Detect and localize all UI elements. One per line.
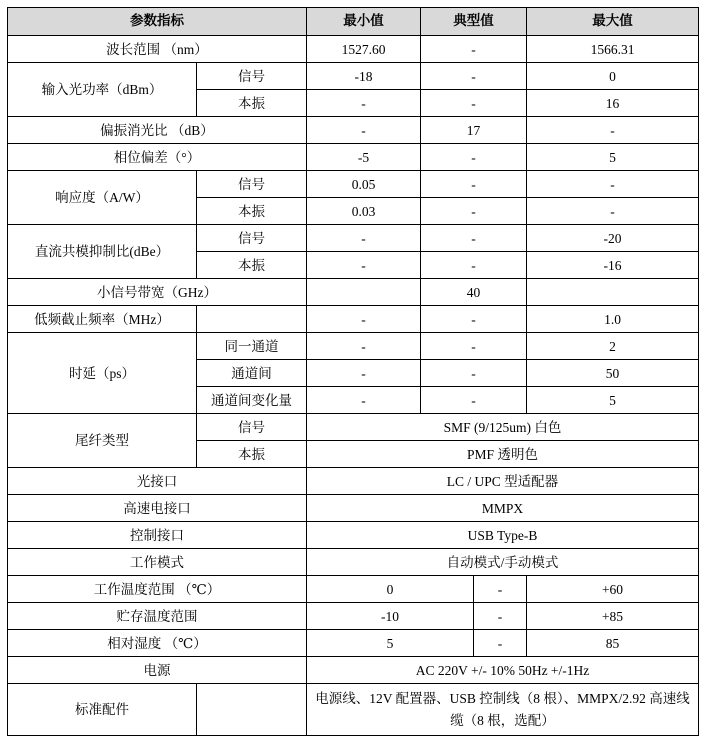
storage-temp-min: -10 [307, 603, 474, 630]
cmrr-lo-typ: - [421, 252, 527, 279]
delay-variation-min: - [307, 387, 421, 414]
delay-same-label: 同一通道 [197, 333, 307, 360]
label-op-temp: 工作温度范围 （℃） [8, 576, 307, 603]
label-phase: 相位偏差（°） [8, 144, 307, 171]
responsivity-lo-typ: - [421, 198, 527, 225]
label-per: 偏振消光比 （dB） [8, 117, 307, 144]
bandwidth-min [307, 279, 421, 306]
responsivity-lo-label: 本振 [197, 198, 307, 225]
row-op-temp [8, 576, 699, 603]
row-humidity [8, 630, 699, 657]
row-delay-same [8, 333, 699, 360]
label-wavelength: 波长范围 （nm） [8, 36, 307, 63]
label-rf-port: 高速电接口 [8, 495, 307, 522]
fiber-lo-label: 本振 [197, 441, 307, 468]
responsivity-lo-min: 0.03 [307, 198, 421, 225]
delay-same-typ: - [421, 333, 527, 360]
delay-between-max: 50 [527, 360, 699, 387]
header-min: 最小值 [307, 8, 421, 36]
cmrr-lo-max: -16 [527, 252, 699, 279]
accessories-value: 电源线、12V 配置器、USB 控制线（8 根）、MMPX/2.92 高速线缆（8 根，选配） [307, 684, 699, 736]
humidity-typ: - [474, 630, 527, 657]
input-power-signal-min: -18 [307, 63, 421, 90]
responsivity-signal-min: 0.05 [307, 171, 421, 198]
phase-min: -5 [307, 144, 421, 171]
row-optical-port [8, 468, 699, 495]
label-control-port: 控制接口 [8, 522, 307, 549]
label-optical-port: 光接口 [8, 468, 307, 495]
delay-same-min: - [307, 333, 421, 360]
row-cmrr-signal [8, 225, 699, 252]
cmrr-signal-max: -20 [527, 225, 699, 252]
cmrr-lo-min: - [307, 252, 421, 279]
cmrr-signal-min: - [307, 225, 421, 252]
fiber-signal-value: SMF (9/125um) 白色 [307, 414, 699, 441]
label-storage-temp: 贮存温度范围 [8, 603, 307, 630]
input-power-lo-min: - [307, 90, 421, 117]
label-bandwidth: 小信号带宽（GHz） [8, 279, 307, 306]
header-row [8, 8, 699, 36]
label-humidity: 相对湿度 （℃） [8, 630, 307, 657]
optical-port-value: LC / UPC 型适配器 [307, 468, 699, 495]
per-min: - [307, 117, 421, 144]
input-power-lo-typ: - [421, 90, 527, 117]
phase-max: 5 [527, 144, 699, 171]
bandwidth-typ: 40 [421, 279, 527, 306]
label-responsivity: 响应度（A/W） [8, 171, 197, 225]
row-storage-temp [8, 603, 699, 630]
delay-between-min: - [307, 360, 421, 387]
humidity-max: 85 [527, 630, 699, 657]
row-responsivity-signal [8, 171, 699, 198]
cmrr-signal-typ: - [421, 225, 527, 252]
row-work-mode [8, 549, 699, 576]
wavelength-min: 1527.60 [307, 36, 421, 63]
fiber-signal-label: 信号 [197, 414, 307, 441]
input-power-signal-label: 信号 [197, 63, 307, 90]
delay-variation-label: 通道间变化量 [197, 387, 307, 414]
humidity-min: 5 [307, 630, 474, 657]
input-power-signal-typ: - [421, 63, 527, 90]
row-rf-port [8, 495, 699, 522]
row-bandwidth [8, 279, 699, 306]
row-phase [8, 144, 699, 171]
delay-variation-max: 5 [527, 387, 699, 414]
cmrr-lo-label: 本振 [197, 252, 307, 279]
low-cutoff-max: 1.0 [527, 306, 699, 333]
label-low-cutoff: 低频截止频率（MHz） [8, 306, 197, 333]
per-typ: 17 [421, 117, 527, 144]
input-power-lo-max: 16 [527, 90, 699, 117]
row-input-power-signal [8, 63, 699, 90]
responsivity-lo-max: - [527, 198, 699, 225]
responsivity-signal-typ: - [421, 171, 527, 198]
spec-table [7, 7, 699, 736]
power-value: AC 220V +/- 10% 50Hz +/-1Hz [307, 657, 699, 684]
low-cutoff-sub [197, 306, 307, 333]
control-port-value: USB Type-B [307, 522, 699, 549]
responsivity-signal-label: 信号 [197, 171, 307, 198]
wavelength-typ: - [421, 36, 527, 63]
delay-between-typ: - [421, 360, 527, 387]
low-cutoff-min: - [307, 306, 421, 333]
wavelength-max: 1566.31 [527, 36, 699, 63]
per-max: - [527, 117, 699, 144]
label-delay: 时延（ps） [8, 333, 197, 414]
delay-same-max: 2 [527, 333, 699, 360]
storage-temp-max: +85 [527, 603, 699, 630]
cmrr-signal-label: 信号 [197, 225, 307, 252]
label-cmrr: 直流共模抑制比(dBe） [8, 225, 197, 279]
delay-variation-typ: - [421, 387, 527, 414]
header-max: 最大值 [527, 8, 699, 36]
fiber-lo-value: PMF 透明色 [307, 441, 699, 468]
work-mode-value: 自动模式/手动模式 [307, 549, 699, 576]
input-power-lo-label: 本振 [197, 90, 307, 117]
phase-typ: - [421, 144, 527, 171]
row-power [8, 657, 699, 684]
op-temp-max: +60 [527, 576, 699, 603]
row-fiber-signal [8, 414, 699, 441]
responsivity-signal-max: - [527, 171, 699, 198]
op-temp-typ: - [474, 576, 527, 603]
input-power-signal-max: 0 [527, 63, 699, 90]
delay-between-label: 通道间 [197, 360, 307, 387]
label-input-power: 输入光功率（dBm） [8, 63, 197, 117]
header-param: 参数指标 [8, 8, 307, 36]
row-per [8, 117, 699, 144]
rf-port-value: MMPX [307, 495, 699, 522]
row-low-cutoff [8, 306, 699, 333]
label-accessories: 标准配件 [8, 684, 197, 736]
row-accessories [8, 684, 699, 736]
label-power: 电源 [8, 657, 307, 684]
op-temp-min: 0 [307, 576, 474, 603]
row-control-port [8, 522, 699, 549]
header-typ: 典型值 [421, 8, 527, 36]
storage-temp-typ: - [474, 603, 527, 630]
row-wavelength [8, 36, 699, 63]
low-cutoff-typ: - [421, 306, 527, 333]
label-work-mode: 工作模式 [8, 549, 307, 576]
accessories-sub [197, 684, 307, 736]
bandwidth-max [527, 279, 699, 306]
label-fiber: 尾纤类型 [8, 414, 197, 468]
